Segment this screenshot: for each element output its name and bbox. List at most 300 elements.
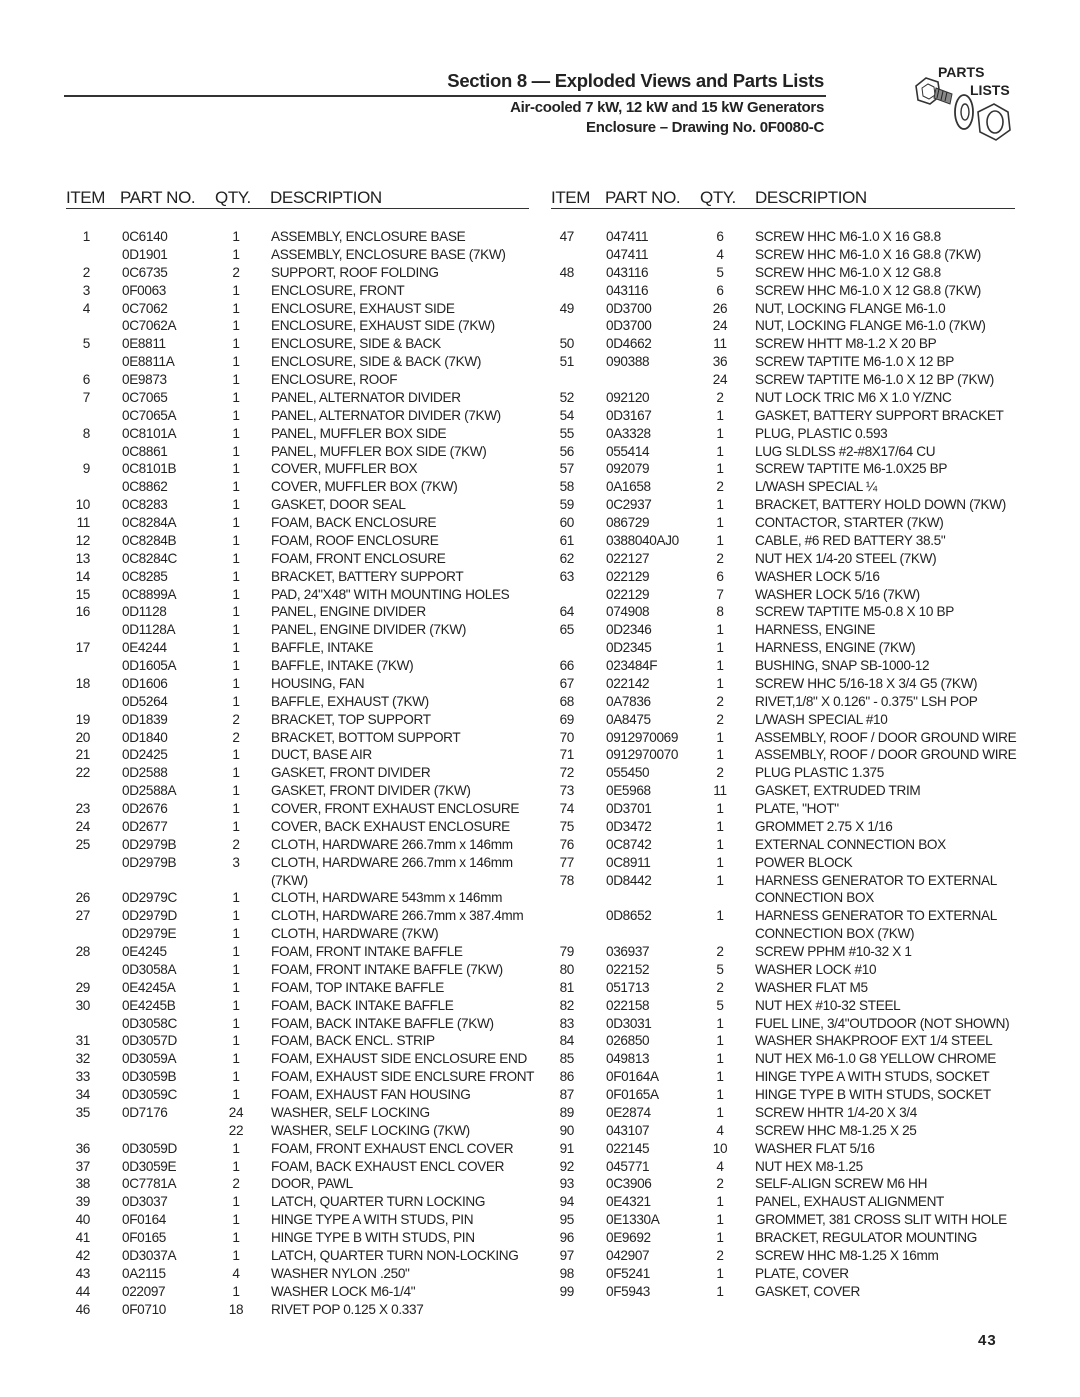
item-number: 98: [559, 1265, 574, 1281]
quantity: 1: [716, 1033, 724, 1049]
table-row: [544, 782, 1024, 800]
description: GASKET, COVER: [755, 1283, 860, 1299]
quantity: 2: [716, 944, 724, 959]
quantity: 1: [716, 854, 724, 870]
part-number: 042907: [606, 1247, 650, 1263]
quantity: 1: [716, 1194, 724, 1210]
part-number: 0388040AJ0: [606, 532, 679, 548]
item-number: 93: [559, 1176, 574, 1192]
table-row: [544, 764, 1024, 782]
part-number: 0C6735: [122, 264, 168, 280]
description: ASSEMBLY, ENCLOSURE BASE: [271, 229, 466, 244]
description: HOUSING, FAN: [271, 675, 365, 691]
part-number: 0E4321: [606, 1194, 651, 1210]
quantity: 1: [232, 461, 240, 477]
quantity: 7: [716, 586, 724, 602]
part-number: 0D8442: [606, 872, 652, 888]
description: GASKET, EXTRUDED TRIM: [755, 783, 921, 799]
table-row: [544, 478, 1024, 496]
parts-lists-logo: [908, 60, 1018, 150]
description: FOAM, FRONT INTAKE BAFFLE (7KW): [271, 961, 503, 977]
quantity: 1: [232, 1212, 240, 1228]
quantity: 1: [716, 658, 724, 673]
part-number: 0D3700: [606, 318, 652, 334]
item-number: 73: [559, 783, 574, 799]
quantity: 8: [716, 604, 724, 620]
quantity: 1: [232, 961, 240, 977]
item-number: 5: [82, 336, 90, 352]
quantity: 2: [716, 479, 724, 495]
description: HARNESS GENERATOR TO EXTERNAL: [755, 908, 997, 924]
quantity: 3: [232, 854, 240, 870]
item-number: 1: [82, 229, 90, 244]
part-number: 0C8284B: [122, 532, 177, 548]
table-row: [544, 603, 1024, 621]
quantity: 1: [716, 747, 724, 763]
table-row: [60, 1229, 540, 1247]
table-row: [544, 729, 1024, 747]
quantity: 1: [716, 836, 724, 852]
table-row: [60, 979, 540, 997]
table-row: [544, 1229, 1024, 1247]
table-row: [60, 1015, 540, 1033]
table-row: [60, 872, 540, 890]
item-number: 18: [75, 675, 90, 691]
description: EXTERNAL CONNECTION BOX: [755, 836, 946, 852]
part-number: 0D3031: [606, 1015, 652, 1031]
item-number: 12: [75, 532, 90, 548]
item-number: 80: [559, 961, 574, 977]
item-number: 75: [559, 818, 574, 834]
quantity: 2: [716, 389, 724, 405]
item-number: 32: [75, 1051, 90, 1067]
description: BRACKET, BATTERY SUPPORT: [271, 568, 464, 584]
description: GASKET, FRONT DIVIDER: [271, 765, 431, 781]
description: NUT HEX #10-32 STEEL: [755, 997, 901, 1013]
part-number: 022129: [606, 586, 650, 602]
item-number: 37: [75, 1158, 90, 1174]
table-row: [60, 925, 540, 943]
part-number: 092079: [606, 461, 650, 477]
quantity: 1: [232, 1194, 240, 1210]
description: PLATE, "HOT": [755, 801, 839, 816]
item-number: 36: [75, 1140, 90, 1156]
column-header-right: [551, 188, 1015, 209]
quantity: 2: [232, 729, 240, 745]
description: BRACKET, REGULATOR MOUNTING: [755, 1230, 977, 1245]
description: NUT HEX M8-1.25: [755, 1158, 863, 1174]
description: CLOTH, HARDWARE 266.7mm x 146mm: [271, 836, 513, 852]
description: HARNESS GENERATOR TO EXTERNAL: [755, 872, 997, 888]
quantity: 1: [232, 1283, 240, 1299]
page-number: 43: [978, 1332, 997, 1349]
item-number: 74: [559, 801, 574, 816]
table-row: [544, 353, 1024, 371]
quantity: 1: [716, 675, 724, 691]
item-number: 68: [559, 693, 574, 709]
description: SCREW HHC M8-1.25 X 25: [755, 1122, 917, 1138]
quantity: 1: [716, 1283, 724, 1299]
item-number: 8: [82, 425, 90, 441]
part-number: 0C8911: [606, 854, 651, 870]
quantity: 11: [713, 783, 727, 799]
description: FOAM, FRONT ENCLOSURE: [271, 550, 446, 566]
table-row: [544, 389, 1024, 407]
part-number: 022142: [606, 675, 650, 691]
table-row: [60, 1301, 540, 1319]
table-row: [60, 1283, 540, 1301]
part-number: 0C8285: [122, 568, 168, 584]
item-number: 38: [75, 1176, 90, 1192]
description: CABLE, #6 RED BATTERY 38.5": [755, 532, 946, 548]
item-number: 57: [559, 461, 574, 477]
table-row: [544, 907, 1024, 925]
item-number: 64: [559, 604, 574, 620]
description: COVER, MUFFLER BOX (7KW): [271, 479, 458, 495]
description: HARNESS, ENGINE: [755, 622, 876, 638]
table-row: [544, 1247, 1024, 1265]
description: PLUG, PLASTIC 0.593: [755, 425, 888, 441]
part-number: 0E4245A: [122, 979, 176, 995]
table-row: [60, 800, 540, 818]
table-row: [544, 693, 1024, 711]
description: CONNECTION BOX (7KW): [755, 926, 915, 942]
part-number: 0D2425: [122, 747, 168, 763]
col-description: DESCRIPTION: [755, 188, 867, 207]
part-number: 0D3059B: [122, 1069, 177, 1085]
quantity: 2: [232, 1176, 240, 1192]
part-number: 036937: [606, 944, 650, 959]
table-row: [60, 246, 540, 264]
part-number: 0D2345: [606, 640, 652, 656]
part-number: 049813: [606, 1051, 650, 1067]
part-number: 022129: [606, 568, 650, 584]
quantity: 4: [716, 246, 724, 262]
quantity: 1: [232, 372, 240, 387]
description: WASHER NYLON .250": [271, 1265, 410, 1281]
quantity: 1: [716, 908, 724, 924]
description: (7KW): [271, 872, 308, 888]
table-row: [60, 907, 540, 925]
table-row: [544, 550, 1024, 568]
table-row: [60, 496, 540, 514]
table-row: [60, 711, 540, 729]
table-row: [60, 264, 540, 282]
quantity: 1: [716, 622, 724, 638]
quantity: 4: [716, 1158, 724, 1174]
part-number: 0C8101B: [122, 461, 177, 477]
description: SCREW HHTT M8-1.2 X 20 BP: [755, 336, 937, 352]
quantity: 1: [716, 461, 724, 477]
description: NUT, LOCKING FLANGE M6-1.0: [755, 300, 946, 316]
description: GASKET, BATTERY SUPPORT BRACKET: [755, 407, 1004, 423]
table-row: [544, 460, 1024, 478]
description: WASHER LOCK M6-1/4": [271, 1283, 416, 1299]
item-number: 55: [559, 425, 574, 441]
table-row: [544, 675, 1024, 693]
description: PANEL, EXHAUST ALIGNMENT: [755, 1194, 945, 1210]
item-number: 95: [559, 1212, 574, 1228]
table-row: [60, 943, 540, 961]
quantity: 1: [232, 479, 240, 495]
part-number: 090388: [606, 354, 650, 370]
table-row: [60, 1050, 540, 1068]
description: COVER, MUFFLER BOX: [271, 461, 418, 477]
item-number: 82: [559, 997, 574, 1013]
table-row: [60, 621, 540, 639]
part-number: 0D4662: [606, 336, 652, 352]
col-description: DESCRIPTION: [270, 188, 382, 207]
table-row: [60, 300, 540, 318]
item-number: 69: [559, 711, 574, 727]
part-number: 0C6140: [122, 229, 168, 244]
table-row: [60, 693, 540, 711]
quantity: 1: [232, 818, 240, 834]
item-number: 78: [559, 872, 574, 888]
item-number: 46: [75, 1301, 90, 1317]
table-row: [544, 532, 1024, 550]
table-row: [60, 675, 540, 693]
part-number: 0E4245: [122, 944, 167, 959]
description: BRACKET, BOTTOM SUPPORT: [271, 729, 461, 745]
quantity: 6: [716, 229, 724, 244]
table-row: [60, 335, 540, 353]
part-number: 022097: [122, 1283, 166, 1299]
item-number: 33: [75, 1069, 90, 1085]
part-number: 0D3057D: [122, 1033, 177, 1049]
quantity: 1: [716, 640, 724, 656]
part-number: 0E8811: [122, 336, 166, 352]
description: BAFFLE, INTAKE: [271, 640, 374, 656]
description: PANEL, MUFFLER BOX SIDE (7KW): [271, 443, 487, 459]
description: FOAM, BACK INTAKE BAFFLE: [271, 997, 454, 1013]
part-number: 0F5241: [606, 1265, 651, 1281]
item-number: 70: [559, 729, 574, 745]
col-item: ITEM: [551, 188, 591, 207]
item-number: 81: [559, 979, 574, 995]
item-number: 48: [559, 264, 574, 280]
quantity: 2: [716, 765, 724, 781]
description: FOAM, BACK EXHAUST ENCL COVER: [271, 1158, 505, 1174]
part-number: 0E9692: [606, 1230, 651, 1245]
table-row: [544, 300, 1024, 318]
description: SCREW TAPTITE M6-1.0X25 BP: [755, 461, 948, 477]
item-number: 50: [559, 336, 574, 352]
table-row: [60, 1140, 540, 1158]
quantity: 4: [232, 1265, 240, 1281]
description: BRACKET, TOP SUPPORT: [271, 711, 431, 727]
quantity: 1: [232, 801, 240, 816]
table-row: [60, 425, 540, 443]
description: FUEL LINE, 3/4"OUTDOOR (NOT SHOWN): [755, 1015, 1010, 1031]
item-number: 2: [82, 264, 90, 280]
quantity: 1: [232, 407, 240, 423]
table-row: [544, 1122, 1024, 1140]
part-number: 0C7065A: [122, 407, 177, 423]
part-number: 055450: [606, 765, 650, 781]
part-number: 0D2979C: [122, 890, 177, 906]
description: CONTACTOR, STARTER (7KW): [755, 515, 944, 530]
item-number: 21: [75, 747, 90, 763]
part-number: 0F0165A: [606, 1087, 659, 1102]
quantity: 1: [232, 622, 240, 638]
quantity: 1: [716, 1265, 724, 1281]
quantity: 1: [716, 425, 724, 441]
part-number: 0C7781A: [122, 1176, 177, 1192]
item-number: 77: [559, 854, 574, 870]
description: HINGE TYPE A WITH STUDS, SOCKET: [755, 1069, 990, 1085]
table-row: [60, 603, 540, 621]
item-number: 34: [75, 1087, 90, 1102]
part-number: 0E9873: [122, 372, 167, 387]
part-number: 0D2979B: [122, 854, 177, 870]
part-number: 0E4244: [122, 640, 167, 656]
quantity: 1: [232, 425, 240, 441]
table-row: [60, 532, 540, 550]
quantity: 1: [716, 497, 724, 513]
description: SCREW HHC M8-1.25 X 16mm: [755, 1247, 939, 1263]
quantity: 1: [232, 443, 240, 459]
table-row: [544, 1175, 1024, 1193]
quantity: 1: [232, 1069, 240, 1085]
table-row: [544, 925, 1024, 943]
part-number: 0D2588A: [122, 783, 177, 799]
quantity: 1: [232, 979, 240, 995]
table-row: [60, 1265, 540, 1283]
part-number: 0C8861: [122, 443, 168, 459]
quantity: 1: [232, 246, 240, 262]
table-row: [544, 514, 1024, 532]
table-row: [60, 1211, 540, 1229]
description: NUT HEX 1/4-20 STEEL (7KW): [755, 550, 937, 566]
quantity: 24: [712, 318, 728, 334]
item-number: 76: [559, 836, 574, 852]
description: LUG SLDLSS #2-#8X17/64 CU: [755, 443, 936, 459]
table-row: [544, 1050, 1024, 1068]
quantity: 1: [232, 783, 240, 799]
table-row: [544, 961, 1024, 979]
item-number: 44: [75, 1283, 90, 1299]
table-row: [544, 443, 1024, 461]
description: RIVET,1/8" X 0.126" - 0.375" LSH POP: [755, 693, 978, 709]
part-number: 0E1330A: [606, 1212, 660, 1228]
table-row: [60, 764, 540, 782]
quantity: 1: [716, 1069, 724, 1085]
part-number: 0D2346: [606, 622, 652, 638]
description: ENCLOSURE, SIDE & BACK (7KW): [271, 354, 482, 370]
table-row: [60, 782, 540, 800]
quantity: 36: [712, 354, 728, 370]
table-row: [60, 1175, 540, 1193]
quantity: 1: [716, 1051, 724, 1067]
quantity: 2: [716, 693, 724, 709]
table-row: [544, 568, 1024, 586]
description: LATCH, QUARTER TURN LOCKING: [271, 1194, 486, 1210]
table-row: [544, 496, 1024, 514]
quantity: 1: [232, 354, 240, 370]
table-row: [544, 711, 1024, 729]
description: SCREW HHC M6-1.0 X 16 G8.8 (7KW): [755, 246, 981, 262]
table-row: [544, 282, 1024, 300]
table-row: [544, 1015, 1024, 1033]
item-number: 59: [559, 497, 574, 513]
item-number: 89: [559, 1104, 574, 1120]
item-number: 96: [559, 1230, 574, 1245]
description: HINGE TYPE B WITH STUDS, SOCKET: [755, 1087, 991, 1102]
part-number: 0D1839: [122, 711, 168, 727]
table-row: [544, 407, 1024, 425]
item-number: 90: [559, 1122, 574, 1138]
table-row: [544, 317, 1024, 335]
description: DUCT, BASE AIR: [271, 747, 372, 763]
description: WASHER FLAT M5: [755, 979, 868, 995]
item-number: 26: [75, 890, 90, 906]
table-row: [544, 872, 1024, 890]
quantity: 1: [232, 640, 240, 656]
item-number: 35: [75, 1104, 90, 1120]
table-row: [544, 246, 1024, 264]
quantity: 5: [716, 264, 724, 280]
part-number: 051713: [606, 979, 650, 995]
item-number: 51: [559, 354, 574, 370]
table-row: [544, 854, 1024, 872]
quantity: 1: [232, 568, 240, 584]
item-number: 87: [559, 1087, 574, 1102]
description: GROMMET 2.75 X 1/16: [755, 818, 893, 834]
table-row: [60, 550, 540, 568]
description: SCREW HHC M6-1.0 X 12 G8.8: [755, 264, 941, 280]
part-number: 0D8652: [606, 908, 652, 924]
quantity: 1: [232, 693, 240, 709]
item-number: 56: [559, 443, 574, 459]
item-number: 39: [75, 1194, 90, 1210]
quantity: 1: [232, 908, 240, 924]
quantity: 2: [716, 1176, 724, 1192]
table-row: [60, 317, 540, 335]
col-qty: QTY.: [700, 188, 736, 207]
quantity: 1: [232, 532, 240, 548]
quantity: 10: [712, 1140, 728, 1156]
quantity: 1: [232, 389, 240, 405]
quantity: 1: [232, 1087, 240, 1102]
col-part-no: PART NO.: [605, 188, 681, 207]
part-number: 0E4245B: [122, 997, 176, 1013]
quantity: 1: [232, 890, 240, 906]
part-number: 092120: [606, 389, 650, 405]
subtitle-drawing: Enclosure – Drawing No. 0F0080-C: [586, 119, 824, 136]
part-number: 0E2874: [606, 1104, 651, 1120]
table-row: [60, 568, 540, 586]
item-number: 14: [75, 568, 90, 584]
svg-text:PARTS: PARTS: [938, 64, 985, 80]
item-number: 41: [75, 1230, 90, 1245]
quantity: 5: [716, 997, 724, 1013]
quantity: 1: [716, 872, 724, 888]
description: BUSHING, SNAP SB-1000-12: [755, 658, 930, 673]
quantity: 1: [716, 515, 724, 530]
part-number: 0D3472: [606, 818, 652, 834]
part-number: 0D3059D: [122, 1140, 177, 1156]
item-number: 58: [559, 479, 574, 495]
item-number: 3: [82, 282, 90, 298]
table-row: [544, 1140, 1024, 1158]
description: FOAM, BACK ENCL. STRIP: [271, 1033, 435, 1049]
quantity: 1: [232, 282, 240, 298]
item-number: 20: [75, 729, 90, 745]
item-number: 16: [75, 604, 90, 620]
description: PANEL, ENGINE DIVIDER (7KW): [271, 622, 466, 638]
description: PANEL, ENGINE DIVIDER: [271, 604, 426, 620]
